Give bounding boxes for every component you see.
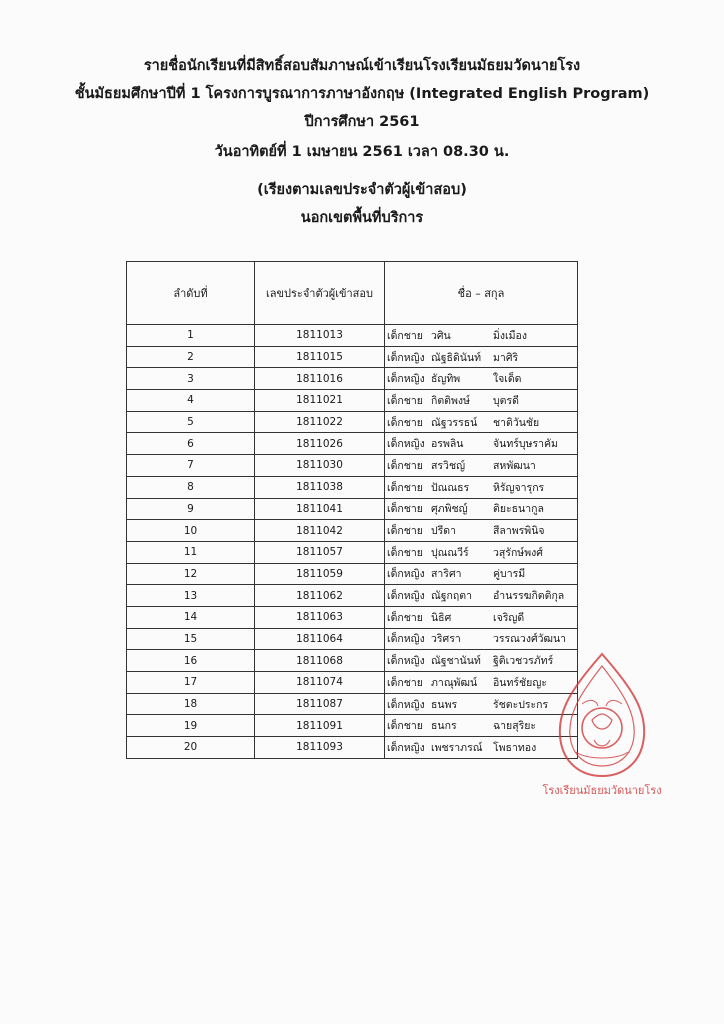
name-prefix: เด็กชาย bbox=[387, 481, 423, 494]
last-name: สหพัฒนา bbox=[493, 459, 536, 472]
table-row bbox=[127, 693, 578, 715]
zone-note: นอกเขตพื้นที่บริการ bbox=[300, 210, 424, 226]
name-prefix: เด็กหญิง bbox=[387, 438, 425, 451]
school-seal bbox=[542, 648, 662, 800]
last-name: วรรณวงศ์วัฒนา bbox=[493, 633, 567, 646]
row-order: 8 bbox=[127, 476, 255, 498]
table-row bbox=[127, 563, 578, 585]
row-name bbox=[385, 498, 578, 520]
name-prefix: เด็กชาย bbox=[387, 720, 423, 733]
header-exam-id: เลขประจำตัวผู้เข้าสอบ bbox=[255, 262, 385, 325]
title-line-1: รายชื่อนักเรียนที่มีสิทธิ์สอบสัมภาษณ์เข้าเรียนโรงเรียนมัธยมวัดนายโรง bbox=[143, 58, 581, 74]
table-row bbox=[127, 585, 578, 607]
row-order: 5 bbox=[127, 411, 255, 433]
row-exam-id: 1811057 bbox=[255, 541, 385, 563]
last-name: มาศิริ bbox=[493, 351, 519, 364]
last-name: โพธาทอง bbox=[493, 741, 537, 754]
row-name bbox=[385, 433, 578, 455]
row-exam-id: 1811063 bbox=[255, 606, 385, 628]
first-name: ธนกร bbox=[431, 720, 457, 733]
row-order: 4 bbox=[127, 390, 255, 412]
row-order: 14 bbox=[127, 606, 255, 628]
row-name bbox=[385, 585, 578, 607]
first-name: สาริศา bbox=[431, 568, 462, 581]
row-exam-id: 1811022 bbox=[255, 411, 385, 433]
row-name bbox=[385, 541, 578, 563]
name-prefix: เด็กชาย bbox=[387, 394, 423, 407]
row-name bbox=[385, 563, 578, 585]
last-name: รัชตะประกร bbox=[493, 698, 549, 711]
table-row bbox=[127, 455, 578, 477]
row-name bbox=[385, 455, 578, 477]
table-row bbox=[127, 498, 578, 520]
row-name bbox=[385, 650, 578, 672]
name-prefix: เด็กชาย bbox=[387, 676, 423, 689]
row-exam-id: 1811059 bbox=[255, 563, 385, 585]
row-order: 15 bbox=[127, 628, 255, 650]
row-name bbox=[385, 520, 578, 542]
row-order: 20 bbox=[127, 737, 255, 759]
name-prefix: เด็กชาย bbox=[387, 329, 423, 342]
table-row bbox=[127, 346, 578, 368]
row-name bbox=[385, 737, 578, 759]
row-order: 12 bbox=[127, 563, 255, 585]
name-prefix: เด็กชาย bbox=[387, 459, 423, 472]
row-exam-id: 1811026 bbox=[255, 433, 385, 455]
name-prefix: เด็กหญิง bbox=[387, 373, 425, 386]
row-exam-id: 1811062 bbox=[255, 585, 385, 607]
first-name: นิธิศ bbox=[431, 611, 452, 624]
last-name: อินทร์ชัยญะ bbox=[493, 676, 547, 689]
row-order: 9 bbox=[127, 498, 255, 520]
row-name bbox=[385, 390, 578, 412]
row-name bbox=[385, 715, 578, 737]
row-name bbox=[385, 628, 578, 650]
name-prefix: เด็กหญิง bbox=[387, 568, 425, 581]
row-exam-id: 1811093 bbox=[255, 737, 385, 759]
exam-date-line: วันอาทิตย์ที่ 1 เมษายน 2561 เวลา 08.30 น. bbox=[214, 144, 510, 160]
row-exam-id: 1811087 bbox=[255, 693, 385, 715]
table-row bbox=[127, 433, 578, 455]
name-prefix: เด็กหญิง bbox=[387, 741, 425, 754]
first-name: ณัฐกฤตา bbox=[431, 590, 472, 603]
first-name: ณัฐธิดินันท์ bbox=[431, 351, 482, 364]
row-order: 7 bbox=[127, 455, 255, 477]
last-name: บุตรดี bbox=[493, 394, 519, 407]
last-name: ชาติวันชัย bbox=[493, 416, 540, 429]
last-name: ฐิติเวชวรภัทร์ bbox=[493, 655, 554, 668]
first-name: ธัญทิพ bbox=[431, 373, 461, 386]
table-row bbox=[127, 390, 578, 412]
row-name bbox=[385, 476, 578, 498]
table-row bbox=[127, 368, 578, 390]
title-line-3: ปีการศึกษา 2561 bbox=[304, 114, 420, 130]
row-order: 11 bbox=[127, 541, 255, 563]
first-name: วศิน bbox=[431, 329, 451, 342]
table-row bbox=[127, 541, 578, 563]
table-row bbox=[127, 606, 578, 628]
row-exam-id: 1811021 bbox=[255, 390, 385, 412]
header-name: ชื่อ – สกุล bbox=[385, 262, 578, 325]
row-order: 17 bbox=[127, 672, 255, 694]
first-name: ศุภพิชญ์ bbox=[431, 503, 468, 516]
table-row bbox=[127, 650, 578, 672]
name-prefix: เด็กหญิง bbox=[387, 655, 425, 668]
first-name: ภาณุพัฒน์ bbox=[431, 676, 478, 689]
seal-text: โรงเรียนมัธยมวัดนายโรง bbox=[542, 784, 662, 797]
last-name: สีลาพรพินิจ bbox=[493, 525, 545, 538]
first-name: อรพลิน bbox=[431, 438, 464, 451]
name-prefix: เด็กหญิง bbox=[387, 351, 425, 364]
first-name: เพชราภรณ์ bbox=[431, 741, 483, 754]
first-name: ธนพร bbox=[431, 698, 458, 711]
last-name: ติยะธนากูล bbox=[493, 503, 544, 516]
header-order: ลำดับที่ bbox=[127, 262, 255, 325]
row-name bbox=[385, 411, 578, 433]
row-order: 2 bbox=[127, 346, 255, 368]
row-exam-id: 1811091 bbox=[255, 715, 385, 737]
first-name: สรวิชญ์ bbox=[431, 459, 466, 472]
name-prefix: เด็กหญิง bbox=[387, 633, 425, 646]
table-row bbox=[127, 520, 578, 542]
row-name bbox=[385, 346, 578, 368]
name-prefix: เด็กหญิง bbox=[387, 698, 425, 711]
row-order: 1 bbox=[127, 325, 255, 347]
last-name: มิ่งเมือง bbox=[493, 329, 527, 342]
last-name: เจริญดี bbox=[493, 611, 525, 624]
first-name: ณัฐชานันท์ bbox=[431, 655, 481, 668]
last-name: หิรัญจารุกร bbox=[493, 481, 545, 494]
last-name: คู่บารมี bbox=[493, 568, 526, 581]
name-prefix: เด็กชาย bbox=[387, 503, 423, 516]
row-order: 18 bbox=[127, 693, 255, 715]
row-exam-id: 1811038 bbox=[255, 476, 385, 498]
first-name: ปุณณวีร์ bbox=[431, 546, 469, 559]
table-row bbox=[127, 476, 578, 498]
row-order: 10 bbox=[127, 520, 255, 542]
row-order: 19 bbox=[127, 715, 255, 737]
name-prefix: เด็กชาย bbox=[387, 546, 423, 559]
last-name: วสุรักษ์พงศ์ bbox=[493, 546, 543, 559]
name-prefix: เด็กชาย bbox=[387, 525, 423, 538]
row-exam-id: 1811074 bbox=[255, 672, 385, 694]
table-row bbox=[127, 737, 578, 759]
row-name bbox=[385, 606, 578, 628]
last-name: จันทร์บุษราคัม bbox=[493, 438, 558, 451]
table-row bbox=[127, 325, 578, 347]
table-row bbox=[127, 628, 578, 650]
sort-note: (เรียงตามเลขประจำตัวผู้เข้าสอบ) bbox=[257, 182, 467, 198]
student-table bbox=[126, 261, 578, 759]
row-order: 13 bbox=[127, 585, 255, 607]
name-prefix: เด็กหญิง bbox=[387, 590, 425, 603]
first-name: ปรีดา bbox=[431, 525, 457, 538]
row-name bbox=[385, 672, 578, 694]
row-order: 16 bbox=[127, 650, 255, 672]
last-name: ฉายสุริยะ bbox=[493, 720, 537, 733]
name-prefix: เด็กชาย bbox=[387, 416, 423, 429]
row-exam-id: 1811042 bbox=[255, 520, 385, 542]
row-order: 6 bbox=[127, 433, 255, 455]
row-exam-id: 1811068 bbox=[255, 650, 385, 672]
first-name: ณัฐวรรธน์ bbox=[431, 416, 478, 429]
title-line-2: ชั้นมัธยมศึกษาปีที่ 1 โครงการบูรณาการภาษาอังกฤษ (Integrated English Program) bbox=[74, 86, 650, 102]
row-name bbox=[385, 325, 578, 347]
name-prefix: เด็กชาย bbox=[387, 611, 423, 624]
first-name: วริศรา bbox=[431, 633, 461, 646]
table-row bbox=[127, 672, 578, 694]
table-row bbox=[127, 715, 578, 737]
table-header-row bbox=[127, 262, 578, 325]
table-row bbox=[127, 411, 578, 433]
last-name: อำนรรฆกิตติกุล bbox=[493, 590, 565, 603]
row-order: 3 bbox=[127, 368, 255, 390]
row-exam-id: 1811015 bbox=[255, 346, 385, 368]
row-name bbox=[385, 368, 578, 390]
row-exam-id: 1811013 bbox=[255, 325, 385, 347]
row-exam-id: 1811041 bbox=[255, 498, 385, 520]
row-exam-id: 1811030 bbox=[255, 455, 385, 477]
last-name: ใจเด็ด bbox=[493, 373, 522, 386]
first-name: กิตติพงษ์ bbox=[431, 394, 470, 407]
row-exam-id: 1811016 bbox=[255, 368, 385, 390]
first-name: ปัณณธร bbox=[431, 481, 470, 494]
row-exam-id: 1811064 bbox=[255, 628, 385, 650]
row-name bbox=[385, 693, 578, 715]
